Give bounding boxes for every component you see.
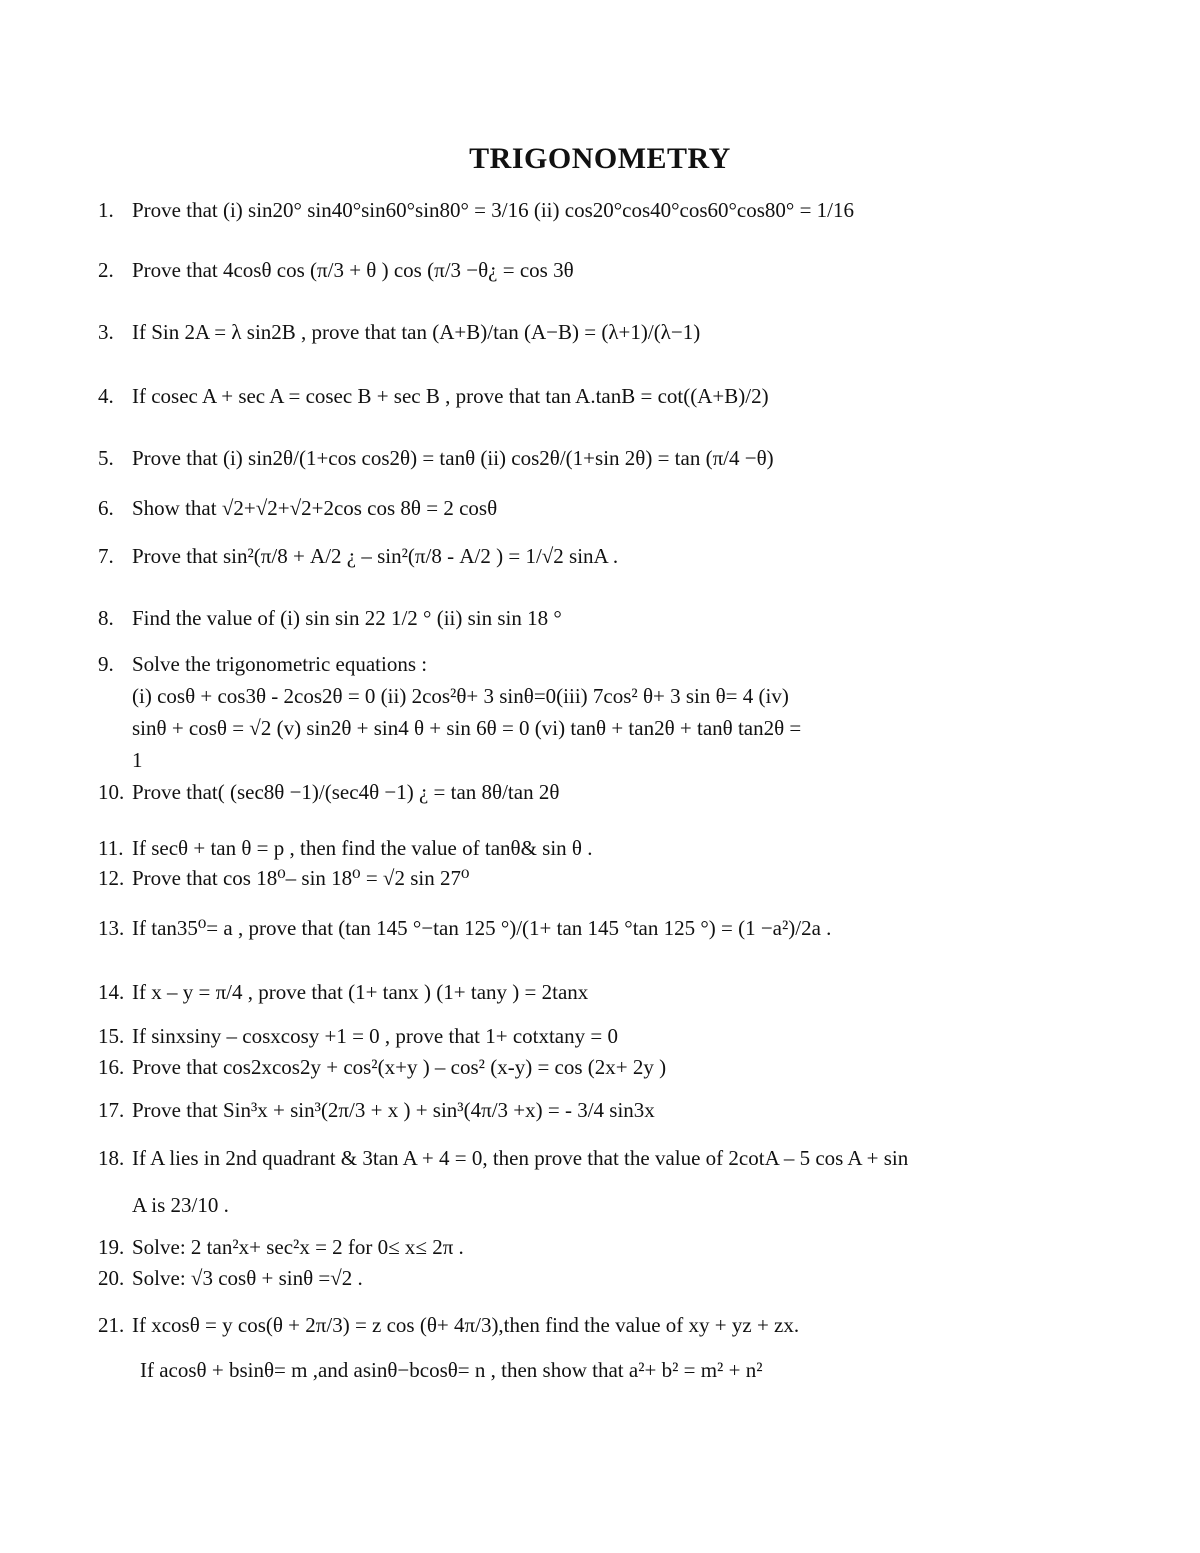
problem-line [98,498,497,519]
problem-line [98,1315,799,1336]
page-title: TRIGONOMETRY [469,142,731,175]
problem-18-continuation: A is 23/10 . [132,1193,229,1217]
problem-line [98,868,469,889]
problem-text: Solve: √3 cosθ + sinθ =√2 . [132,1266,363,1290]
problem-number: 5. [98,446,114,470]
problem-line [98,1026,618,1047]
problem-line [98,654,427,675]
problem-text: If x – y = π/4 , prove that (1+ tanx ) (1+ tany ) = 2tanx [132,980,589,1004]
problem-line [98,918,831,939]
problem-number: 10. [98,780,125,804]
problem-text: Prove that cos2xcos2y + cos²(x+y ) – cos² (x-y) = cos (2x+ 2y ) [132,1055,667,1079]
problem-number: 9. [98,652,114,676]
problem-number: 19. [98,1235,125,1259]
problem-text: Prove that Sin³x + sin³(2π/3 + x ) + sin³(4π/3 +x) = - 3/4 sin3x [132,1098,655,1122]
closing-problem: If acosθ + bsinθ= m ,and asinθ−bcosθ= n , then show that a²+ b² = m² + n² [140,1358,763,1382]
problem-text: Prove that sin²(π/8 + A/2 ¿ – sin²(π/8 - A/2 ) = 1/√2 sinA . [132,544,619,568]
problem-text: If secθ + tan θ = p , then find the value of tanθ& sin θ . [132,836,593,860]
problem-text: Solve the trigonometric equations : [132,652,428,676]
problem-number: 7. [98,544,114,568]
problem-number: 8. [98,606,114,630]
problem-text: If tan35⁰= a , prove that (tan 145 °−tan 125 °)/(1+ tan 145 °tan 125 °) = (1 −a²)/2a . [132,916,832,940]
problem-line [98,448,774,469]
problem-9-equations-line: (i) cosθ + cos3θ - 2cos2θ = 0 (ii) 2cos²θ+ 3 sinθ=0(iii) 7cos² θ+ 3 sin θ= 4 (iv) [132,684,789,708]
problem-number: 2. [98,258,114,282]
problem-line [98,386,769,407]
problem-number: 4. [98,384,114,408]
problem-line [98,838,592,859]
problem-text: If cosec A + sec A = cosec B + sec B , prove that tan A.tanB = cot((A+B)/2) [132,384,769,408]
problem-text: Find the value of (i) sin sin 22 1/2 ° (ii) sin sin 18 ° [132,606,562,630]
problem-number: 11. [98,836,124,860]
problem-line [98,782,559,803]
problem-text: Prove that cos 18⁰– sin 18⁰ = √2 sin 27⁰ [132,866,470,890]
problem-number: 1. [98,198,114,222]
problem-line [98,260,574,281]
problem-text: If sinxsiny – cosxcosy +1 = 0 , prove that 1+ cotxtany = 0 [132,1024,618,1048]
problem-number: 12. [98,866,125,890]
problem-number: 18. [98,1146,125,1170]
problem-line [98,1100,655,1121]
problem-text: Prove that (i) sin2θ/(1+cos cos2θ) = tanθ (ii) cos2θ/(1+sin 2θ) = tan (π/4 −θ) [132,446,774,470]
problem-line [98,546,618,567]
problem-text: Prove that( (sec8θ −1)/(sec4θ −1) ¿ = tan 8θ/tan 2θ [132,780,560,804]
problem-9-equations-line: 1 [132,748,143,772]
problem-line [98,1237,464,1258]
problem-number: 15. [98,1024,125,1048]
problem-text: Prove that (i) sin20° sin40°sin60°sin80° = 3/16 (ii) cos20°cos40°cos60°cos80° = 1/16 [132,198,854,222]
problem-text: Solve: 2 tan²x+ sec²x = 2 for 0≤ x≤ 2π . [132,1235,464,1259]
problem-number: 6. [98,496,114,520]
problem-line [98,982,588,1003]
problem-text: If A lies in 2nd quadrant & 3tan A + 4 = 0, then prove that the value of 2cotA – 5 cos A + sin [132,1146,909,1170]
problem-line [98,1148,908,1169]
problem-text: If Sin 2A = λ sin2B , prove that tan (A+B)/tan (A−B) = (λ+1)/(λ−1) [132,320,701,344]
problem-text: If xcosθ = y cos(θ + 2π/3) = z cos (θ+ 4π/3),then find the value of xy + yz + zx. [132,1313,800,1337]
problem-9-equations-line: sinθ + cosθ = √2 (v) sin2θ + sin4 θ + sin 6θ = 0 (vi) tanθ + tan2θ + tanθ tan2θ = [132,716,802,740]
problem-text: Prove that 4cosθ cos (π/3 + θ ) cos (π/3 −θ¿ = cos 3θ [132,258,574,282]
problem-number: 21. [98,1313,125,1337]
problem-line [98,1268,363,1289]
problem-number: 17. [98,1098,125,1122]
problem-number: 3. [98,320,114,344]
problem-number: 16. [98,1055,125,1079]
problem-line [98,200,854,221]
problem-line [98,608,562,629]
problem-line [98,1057,666,1078]
problem-number: 14. [98,980,125,1004]
problem-text: Show that √2+√2+√2+2cos cos 8θ = 2 cosθ [132,496,498,520]
problem-line [98,322,700,343]
problem-number: 20. [98,1266,125,1290]
problem-number: 13. [98,916,125,940]
